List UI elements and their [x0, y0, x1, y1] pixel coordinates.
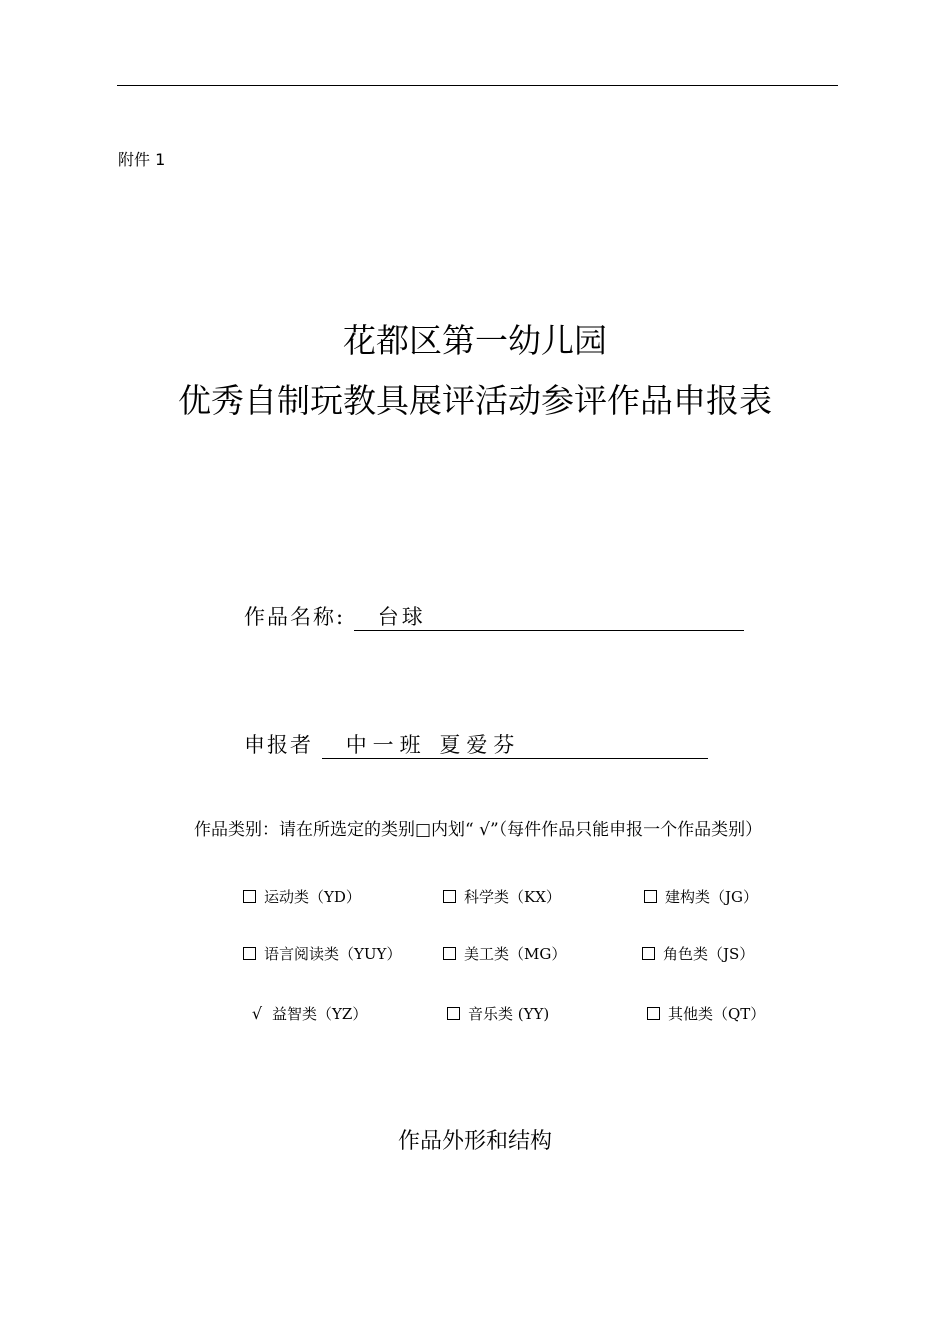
- checkbox-icon[interactable]: [639, 945, 657, 963]
- category-option-label: 益智类（YZ）: [272, 1005, 368, 1023]
- empty-checkbox-icon: [443, 890, 456, 903]
- category-option-label: 运动类（YD）: [264, 888, 361, 906]
- category-option-label: 美工类（MG）: [464, 945, 567, 963]
- empty-checkbox-icon: [447, 1007, 460, 1020]
- work-name-label: 作品名称:: [244, 605, 346, 629]
- checkbox-icon[interactable]: [641, 888, 659, 906]
- category-option[interactable]: [440, 886, 561, 907]
- empty-checkbox-icon: [443, 947, 456, 960]
- category-option[interactable]: [240, 886, 361, 907]
- checkbox-icon[interactable]: [240, 888, 258, 906]
- category-option-label: 建构类（JG）: [665, 888, 758, 906]
- category-option[interactable]: [644, 1003, 765, 1024]
- checkbox-icon[interactable]: [440, 945, 458, 963]
- applicant-label: 申报者: [244, 733, 313, 757]
- checkbox-icon[interactable]: [440, 888, 458, 906]
- category-option[interactable]: [444, 1003, 549, 1024]
- work-name-field[interactable]: 台球: [354, 605, 744, 631]
- category-option-label: 科学类（KX）: [464, 888, 561, 906]
- attachment-label: 附件 1: [118, 150, 166, 169]
- empty-checkbox-icon: [642, 947, 655, 960]
- checkmark-icon[interactable]: √: [251, 1004, 263, 1023]
- category-option[interactable]: [639, 943, 754, 964]
- category-option-label: 角色类（JS）: [663, 945, 755, 963]
- category-option-label: 其他类（QT）: [668, 1005, 766, 1023]
- empty-checkbox-icon: [243, 947, 256, 960]
- document-title-line-1: 花都区第一幼儿园: [343, 321, 607, 360]
- checkbox-icon[interactable]: [444, 1005, 462, 1023]
- category-option[interactable]: [641, 886, 758, 907]
- checkbox-icon[interactable]: [240, 945, 258, 963]
- work-name-row: [244, 601, 744, 631]
- empty-checkbox-icon: [644, 890, 657, 903]
- category-instruction: 作品类别：请在所选定的类别□内划“ √”（每件作品只能申报一个作品类别）: [194, 820, 763, 840]
- checkbox-icon[interactable]: [644, 1005, 662, 1023]
- empty-checkbox-icon: [243, 890, 256, 903]
- applicant-row: [244, 729, 708, 759]
- section-heading-appearance: 作品外形和结构: [397, 1129, 552, 1154]
- document-title-line-2: 优秀自制玩教具展评活动参评作品申报表: [178, 381, 772, 420]
- category-option-label: 语言阅读类（YUY）: [264, 945, 402, 963]
- empty-checkbox-icon: [647, 1007, 660, 1020]
- category-option[interactable]: [240, 943, 401, 964]
- header-rule: [117, 85, 838, 86]
- category-option[interactable]: [440, 943, 566, 964]
- category-option-label: 音乐类 (YY): [468, 1005, 550, 1023]
- category-option[interactable]: [248, 1003, 367, 1024]
- applicant-field[interactable]: 中一班 夏爱芬: [322, 733, 708, 759]
